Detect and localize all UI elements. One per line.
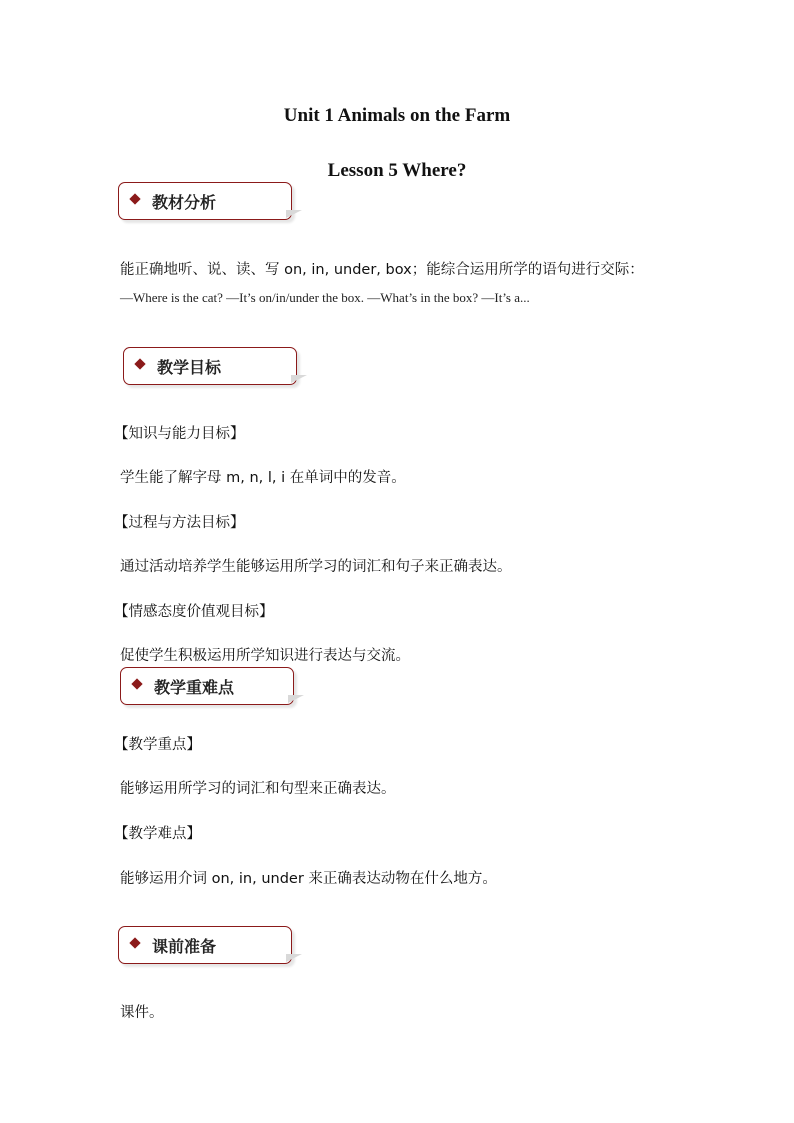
- focus-text: 能够运用所学习的词汇和句型来正确表达。: [120, 781, 396, 797]
- lesson-title: Lesson 5 Where?: [327, 160, 467, 181]
- section-label: 教材分析: [152, 193, 217, 212]
- knowledge-goal-label: 【知识与能力目标】: [114, 426, 245, 442]
- process-goal-label: 【过程与方法目标】: [114, 515, 245, 531]
- shadow-tail: [286, 954, 302, 962]
- section-label: 课前准备: [152, 937, 217, 956]
- difficulty-text: 能够运用介词 on, in, under 来正确表达动物在什么地方。: [120, 871, 497, 887]
- section-label: 教学重难点: [154, 678, 235, 697]
- process-goal-text: 通过活动培养学生能够运用所学习的词汇和句子来正确表达。: [120, 559, 512, 575]
- analysis-dialogue-line: —Where is the cat? —It’s on/in/under the box. —What’s in the box? —It’s a...: [120, 290, 530, 305]
- preparation-text: 课件。: [120, 1005, 164, 1021]
- focus-label: 【教学重点】: [114, 737, 201, 753]
- difficulty-label: 【教学难点】: [114, 826, 201, 842]
- section-label: 教学目标: [157, 358, 222, 377]
- emotion-goal-label: 【情感态度价值观目标】: [114, 604, 274, 620]
- shadow-tail: [291, 375, 307, 383]
- unit-title: Unit 1 Animals on the Farm: [283, 105, 511, 126]
- shadow-tail: [286, 210, 302, 218]
- analysis-text-line1: 能正确地听、说、读、写 on, in, under, box；能综合运用所学的语句进行交际：: [120, 262, 644, 278]
- emotion-goal-text: 促使学生积极运用所学知识进行表达与交流。: [120, 648, 410, 664]
- knowledge-goal-text: 学生能了解字母 m, n, l, i 在单词中的发音。: [120, 470, 406, 486]
- shadow-tail: [288, 695, 304, 703]
